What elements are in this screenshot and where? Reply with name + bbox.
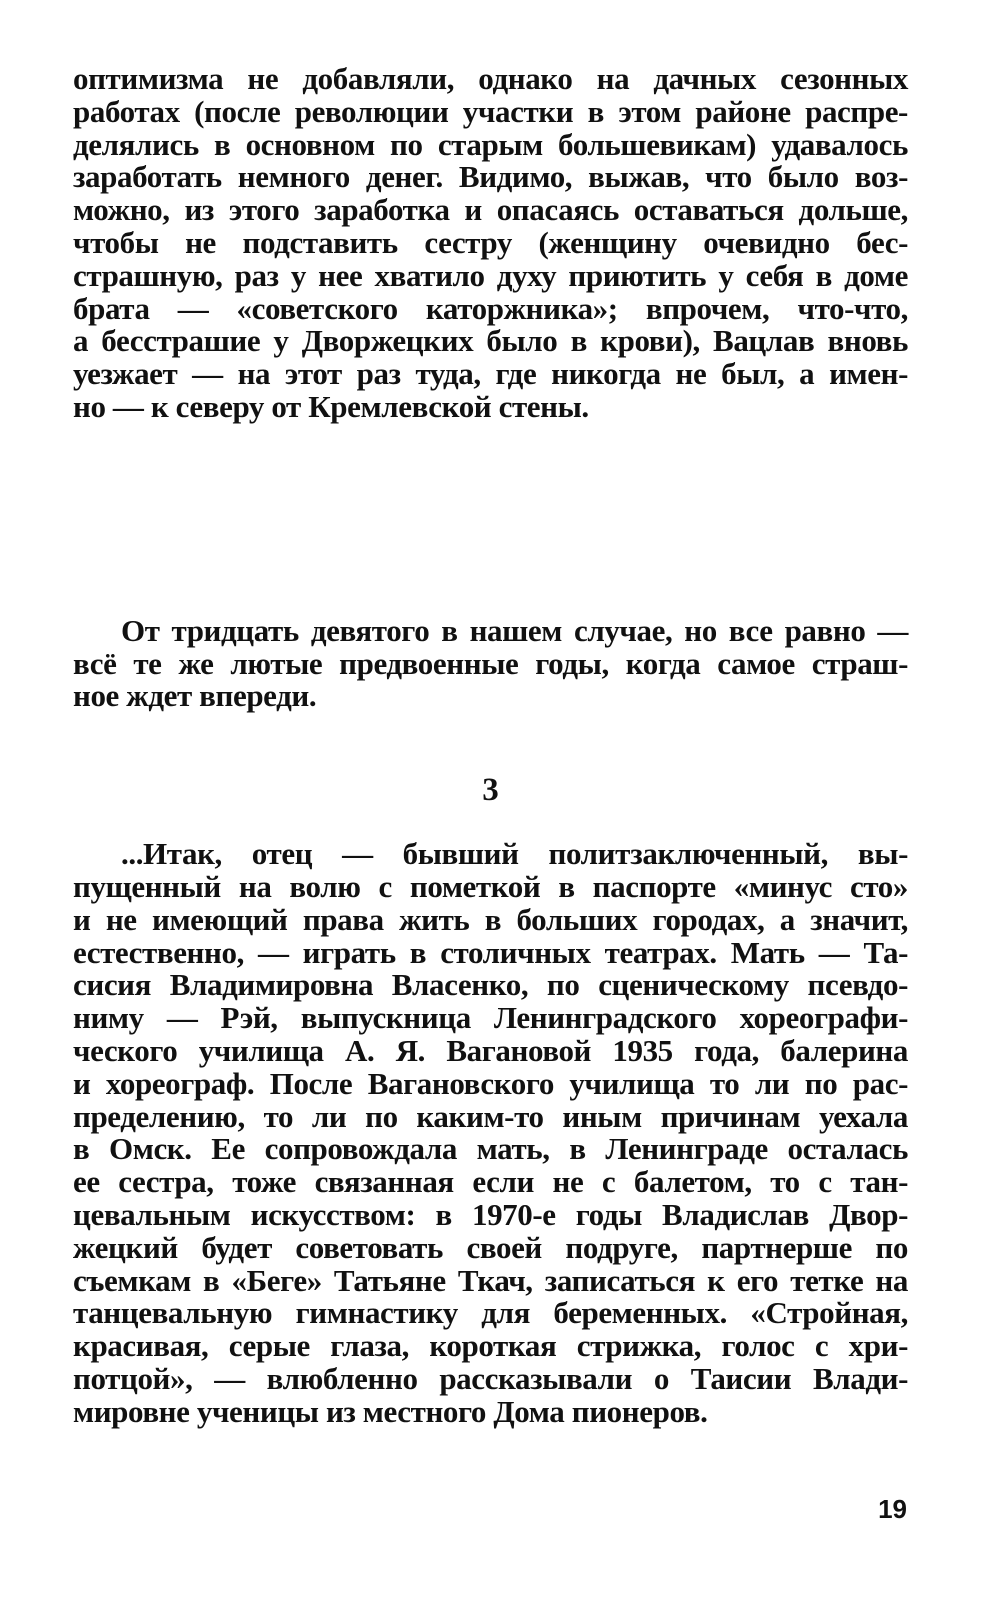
text-line: ...Итак, отец — бывший политзаключенный, вы- (121, 836, 908, 872)
text-line: пределению, то ли по каким-то иным причинам уехала (73, 1098, 908, 1134)
text-line: сисия Владимировна Власенко, по сценическому псевдо- (73, 967, 908, 1003)
text-line: потцой», — влюбленно рассказывали о Таисии Влади- (73, 1360, 908, 1396)
text-line: От тридцать девятого в нашем случае, но все равно — (121, 612, 908, 648)
text-line: можно, из этого заработка и опасаясь оставаться дольше, (73, 192, 908, 228)
text-line: естественно, — играть в столичных театрах. Мать — Та- (73, 934, 908, 970)
text-line: танцевальную гимнастику для беременных. «Стройная, (73, 1295, 908, 1331)
text-line: ческого училища А. Я. Вагановой 1935 года, балерина (73, 1032, 908, 1068)
text-line: съемкам в «Беге» Татьяне Ткач, записаться к его тетке на (73, 1262, 908, 1298)
text-line: мировне ученицы из местного Дома пионеров. (73, 1393, 708, 1429)
paragraph-3 (73, 838, 908, 1428)
text-line: уезжает — на этот раз туда, где никогда не был, а имен- (73, 356, 908, 392)
text-line: пущенный на волю с пометкой в паспорте «минус сто» (73, 868, 908, 904)
text-line: заработать немного денег. Видимо, выжав, что было воз- (73, 159, 908, 195)
page-number: 19 (878, 1494, 907, 1524)
paragraph-1 (73, 63, 908, 424)
text-line: чтобы не подставить сестру (женщину очевидно бес- (73, 224, 908, 260)
text-line: ниму — Рэй, выпускница Ленинградского хореографи- (73, 1000, 908, 1036)
text-line: работах (после революции участки в этом районе распре- (73, 93, 908, 129)
text-line: брата — «советского каторжника»; впрочем, что-что, (73, 290, 908, 326)
text-line: в Омск. Ее сопровождала мать, в Ленинграде осталась (73, 1131, 908, 1167)
text-line: и не имеющий права жить в больших городах, а значит, (73, 901, 908, 937)
text-line: цевальным искусством: в 1970-е годы Владислав Двор- (73, 1196, 908, 1232)
text-line: и хореограф. После Вагановского училища то ли по рас- (73, 1065, 908, 1101)
poem-quote (263, 455, 908, 581)
poem-line (263, 518, 908, 550)
text-line: ее сестра, тоже связанная если не с балетом, то с тан- (73, 1164, 908, 1200)
text-line: всё те же лютые предвоенные годы, когда самое страш- (73, 645, 908, 681)
text-line: а бесстрашие у Дворжецких было в крови), Вацлав вновь (73, 323, 908, 359)
poem-line (263, 486, 908, 518)
poem-line (263, 455, 908, 487)
paragraph-2 (73, 612, 908, 714)
text-line: страшную, раз у нее хватило духу приютить у себя в доме (73, 257, 908, 293)
text-line: но — к северу от Кремлевской стены. (73, 388, 589, 424)
text-line: делялись в основном по старым большевикам) удавалось (73, 126, 908, 162)
text-line: оптимизма не добавляли, однако на дачных сезонных (73, 61, 908, 96)
poem-line (263, 549, 908, 581)
section-number: 3 (482, 772, 499, 809)
text-line: жецкий будет советовать своей подруге, партнерше по (73, 1229, 908, 1265)
text-line: ное ждет впереди. (73, 678, 317, 714)
text-line: красивая, серые глаза, короткая стрижка, голос с хри- (73, 1328, 908, 1364)
